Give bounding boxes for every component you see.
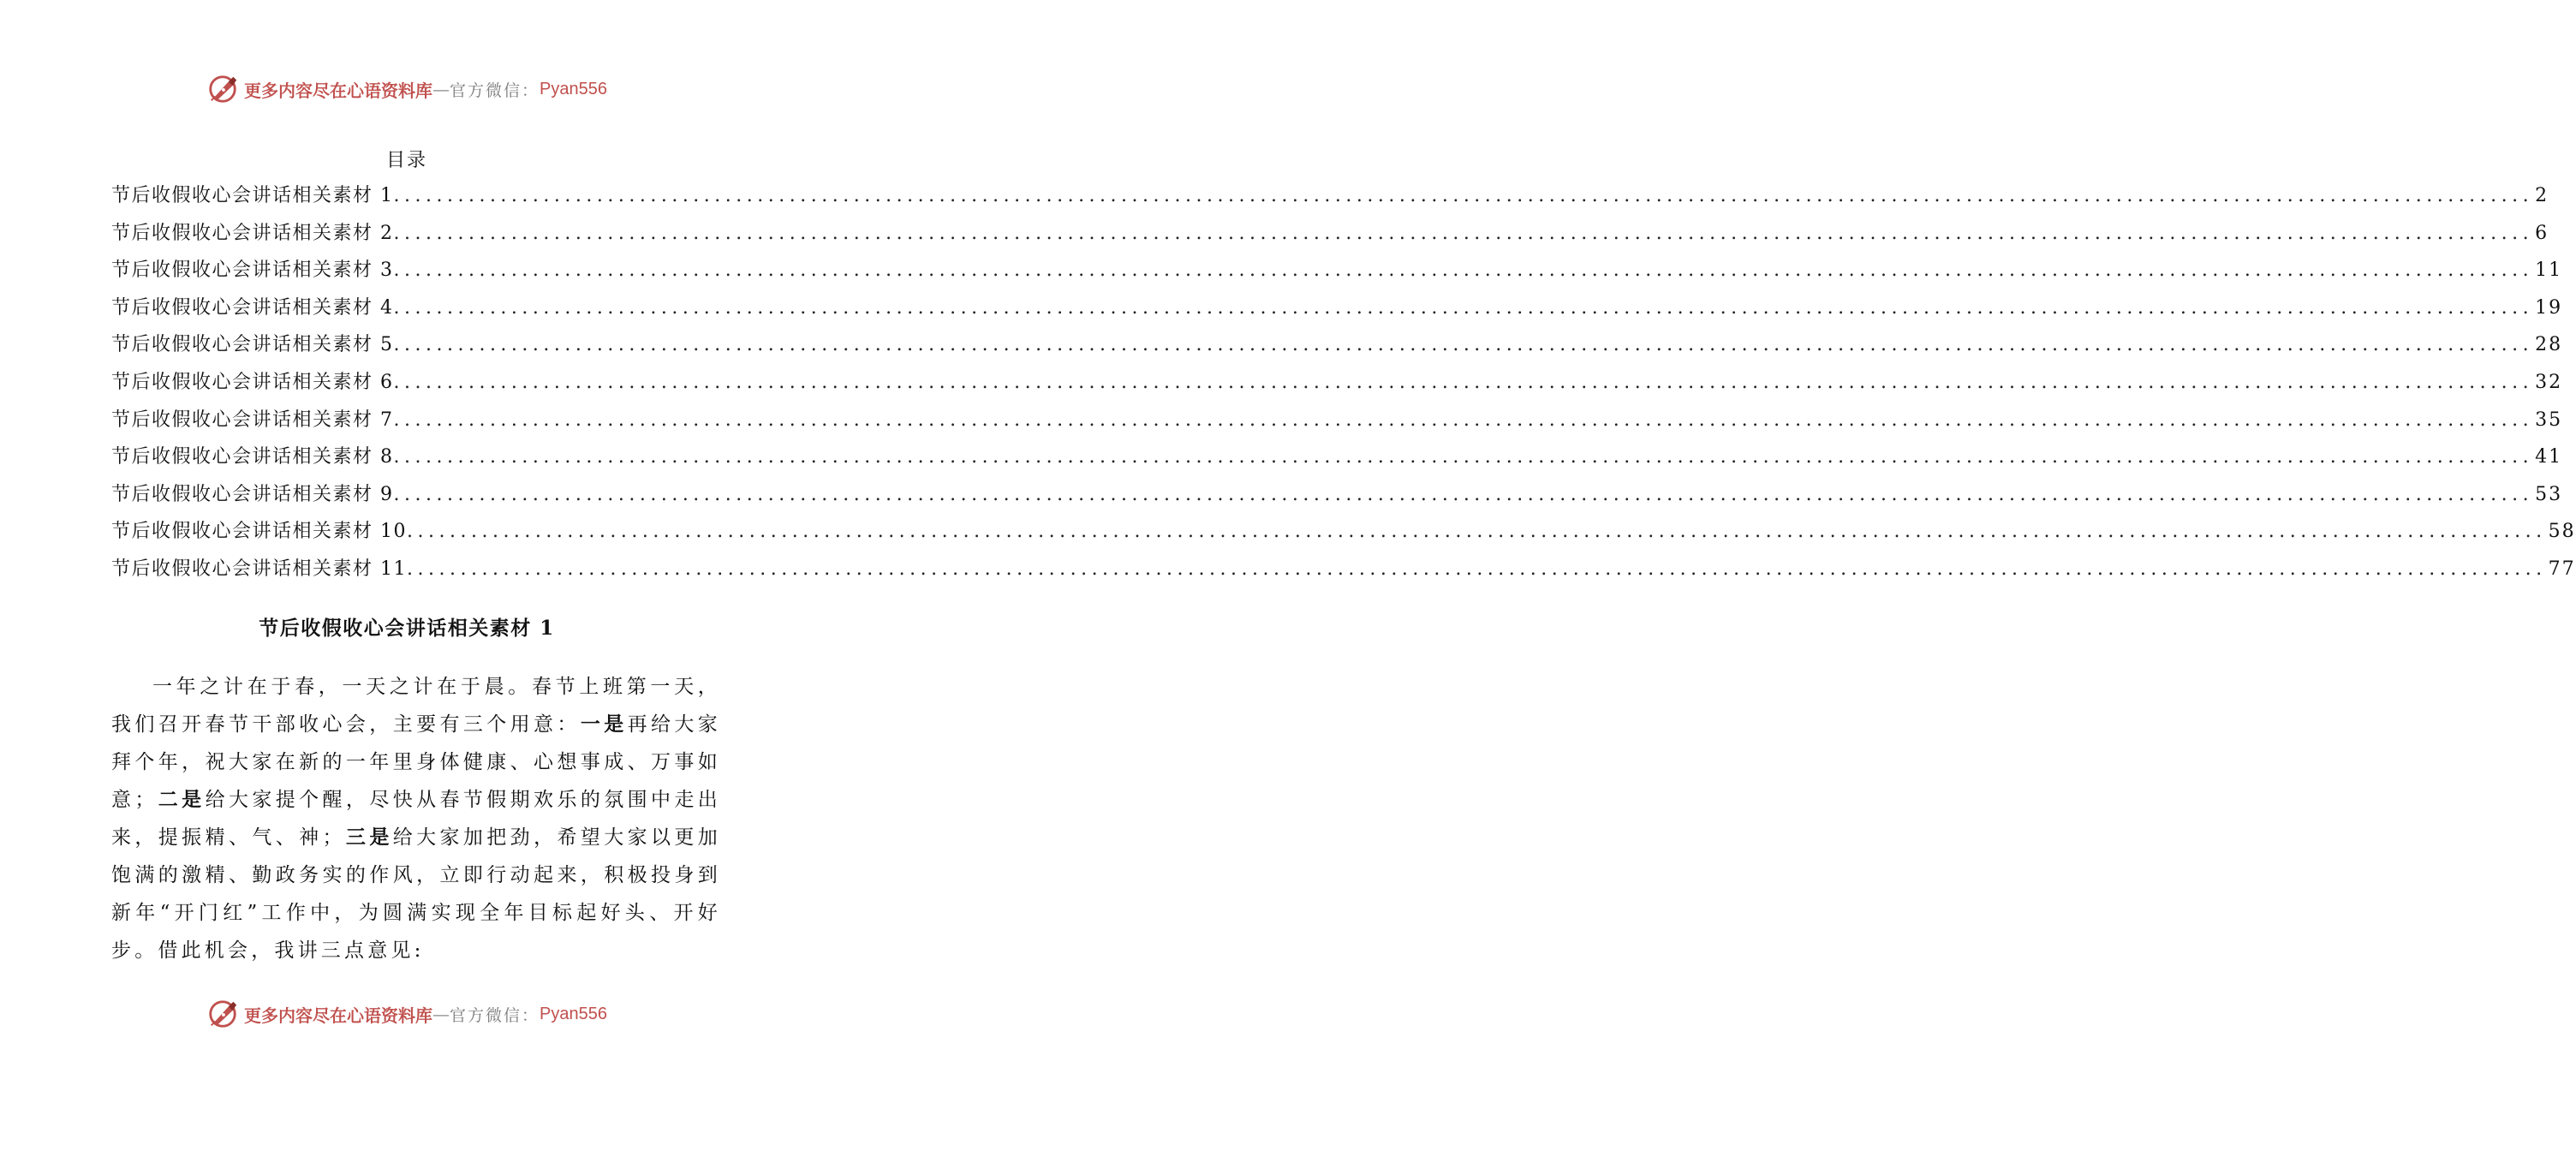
toc-leader-dots: ........................................................................................................................................................................................................ <box>407 521 2547 543</box>
toc-leader-dots: ........................................................................................................................................................................................................ <box>393 185 2534 206</box>
toc-entry-page: 35 <box>2535 409 2563 431</box>
pen-nib-logo-icon <box>206 998 239 1030</box>
pen-nib-logo-icon <box>206 73 239 105</box>
toc-entry[interactable] <box>111 364 2563 402</box>
toc-entry-title: 节后收假收心会讲话相关素材 1 <box>111 185 394 206</box>
toc-entry-page: 77 <box>2548 558 2576 580</box>
toc-list <box>111 177 2576 588</box>
toc-leader-dots: ........................................................................................................................................................................................................ <box>393 222 2534 244</box>
body-text-3: 给大家提个醒，尽快从春节假期欢乐的氛围中走出来，提振精、气、神； <box>111 789 721 849</box>
watermark-wechat-id: Pyan556 <box>540 1004 607 1023</box>
toc-entry-title: 节后收假收心会讲话相关素材 6 <box>111 371 394 393</box>
toc-entry[interactable] <box>111 177 2549 215</box>
toc-leader-dots: ........................................................................................................................................................................................................ <box>393 296 2534 319</box>
toc-entry-page: 41 <box>2535 446 2563 468</box>
watermark-dash: — <box>432 1004 450 1024</box>
toc-entry[interactable] <box>111 252 2563 289</box>
toc-entry-title: 节后收假收心会讲话相关素材 7 <box>111 409 394 431</box>
watermark-wechat-id: Pyan556 <box>540 79 607 98</box>
toc-entry-title: 节后收假收心会讲话相关素材 9 <box>111 483 394 505</box>
watermark-banner-top <box>0 72 814 106</box>
toc-entry-page: 11 <box>2535 259 2563 282</box>
watermark-wechat-label: 官方微信： <box>450 81 540 100</box>
toc-leader-dots: ........................................................................................................................................................................................................ <box>407 558 2547 580</box>
toc-leader-dots: ........................................................................................................................................................................................................ <box>393 409 2534 431</box>
toc-entry-page: 58 <box>2548 521 2576 543</box>
toc-leader-dots: ........................................................................................................................................................................................................ <box>393 259 2534 282</box>
body-text-1: 一年之计在于春，一天之计在于晨。春节上班第一天，我们召开春节干部收心会，主要有三个用意： <box>111 676 721 736</box>
toc-entry-title: 节后收假收心会讲话相关素材 5 <box>111 334 394 356</box>
toc-entry-page: 19 <box>2535 296 2563 319</box>
toc-entry-page: 32 <box>2535 371 2563 393</box>
toc-entry-title: 节后收假收心会讲话相关素材 4 <box>111 296 394 319</box>
toc-entry[interactable] <box>111 551 2576 588</box>
toc-entry[interactable] <box>111 438 2563 476</box>
toc-entry[interactable] <box>111 215 2549 253</box>
toc-entry[interactable] <box>111 476 2563 514</box>
toc-leader-dots: ........................................................................................................................................................................................................ <box>393 371 2534 393</box>
watermark-title: 更多内容尽在心语资料库 <box>244 80 432 101</box>
toc-title: 目录 <box>385 150 427 171</box>
toc-entry-title: 节后收假收心会讲话相关素材 8 <box>111 446 394 468</box>
toc-entry-page: 6 <box>2535 222 2549 244</box>
toc-entry[interactable] <box>111 513 2576 551</box>
body-bold-1: 一是 <box>580 713 628 736</box>
toc-entry-page: 53 <box>2535 483 2563 505</box>
toc-leader-dots: ........................................................................................................................................................................................................ <box>393 446 2534 468</box>
toc-entry-page: 28 <box>2535 334 2563 356</box>
watermark-wechat-label: 官方微信： <box>450 1005 540 1025</box>
watermark-title: 更多内容尽在心语资料库 <box>244 1005 432 1026</box>
watermark-banner-bottom <box>0 997 814 1031</box>
toc-entry-title: 节后收假收心会讲话相关素材 11 <box>111 558 407 580</box>
toc-entry[interactable] <box>111 402 2563 439</box>
toc-entry-title: 节后收假收心会讲话相关素材 2 <box>111 222 394 244</box>
toc-entry-title: 节后收假收心会讲话相关素材 3 <box>111 259 394 282</box>
toc-entry-title: 节后收假收心会讲话相关素材 10 <box>111 521 407 543</box>
toc-leader-dots: ........................................................................................................................................................................................................ <box>393 334 2534 356</box>
watermark-dash: — <box>432 79 450 99</box>
toc-leader-dots: ........................................................................................................................................................................................................ <box>393 483 2534 505</box>
toc-entry-page: 2 <box>2535 185 2549 206</box>
body-text-2: 再给大家拜个年，祝大家在新的一年里身体健康、心想事成、万事如意； <box>111 713 721 811</box>
toc-entry[interactable] <box>111 326 2563 364</box>
body-paragraph <box>111 668 721 969</box>
body-text-4: 给大家加把劲，希望大家以更加饱满的激精、勤政务实的作风，立即行动起来，积极投身到新年“开门红”工作中，为圆满实现全年目标起好头、开好步。借此机会，我讲三点意见: <box>111 826 722 962</box>
section-title: 节后收假收心会讲话相关素材 1 <box>259 617 555 640</box>
body-bold-2: 二是 <box>158 788 206 811</box>
body-bold-3: 三是 <box>345 826 393 849</box>
toc-entry[interactable] <box>111 289 2563 327</box>
